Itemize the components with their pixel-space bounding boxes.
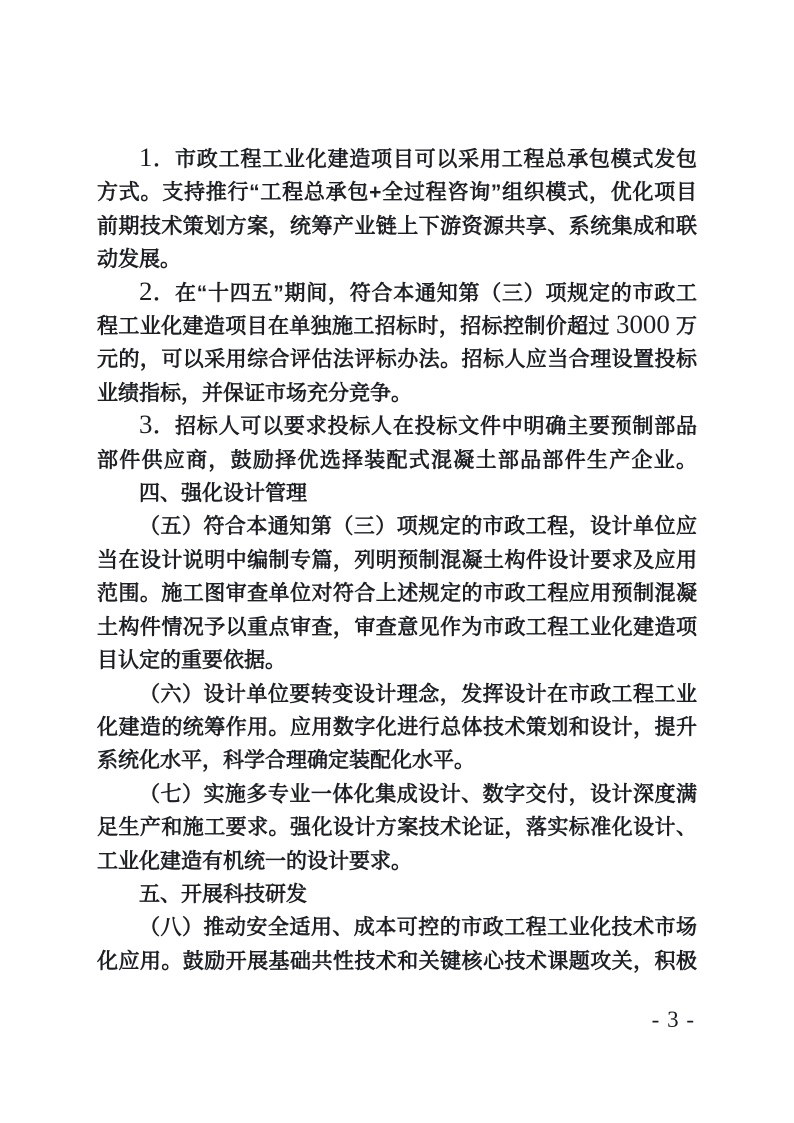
text-line: （六）设计单位要转变设计理念，发挥设计在市政工程工业 [139,682,697,706]
text-line: 程工业化建造项目在单独施工招标时，招标控制价超过 3000 万 [97,309,697,340]
latin-numeral: 1 [139,142,153,172]
text-line: 3．招标人可以要求投标人在投标文件中明确主要预制部品 [139,409,697,440]
text-line: 足生产和施工要求。强化设计方案技术论证，落实标准化设计、 [97,816,697,840]
text-line: 前期技术策划方案，统筹产业链上下游资源共享、系统集成和联 [97,214,697,238]
document-lines [97,143,697,978]
latin-numeral: 3000 [616,309,670,340]
text-line: 部件供应商，鼓励择优选择装配式混凝土部品部件生产企业。 [97,448,697,472]
text-line: 化建造的统筹作用。应用数字化进行总体技术策划和设计，提升 [97,715,697,739]
text-line: 土构件情况予以重点审查，审查意见作为市政工程工业化建造项 [97,615,697,639]
text-line: （五）符合本通知第（三）项规定的市政工程，设计单位应 [139,515,697,539]
text-line: 元的，可以采用综合评估法评标办法。招标人应当合理设置投标 [97,348,697,372]
text-line: 当在设计说明中编制专篇，列明预制混凝土构件设计要求及应用 [97,548,697,572]
text-line: （七）实施多专业一体化集成设计、数字交付，设计深度满 [139,782,697,806]
section-heading-line: 四、强化设计管理 [139,482,307,506]
text-line: 系统化水平，科学合理确定装配化水平。 [97,749,475,773]
text-line: 2．在“十四五”期间，符合本通知第（三）项规定的市政工 [139,275,697,306]
text-line: 目认定的重要依据。 [97,649,286,673]
text-line: 1．市政工程工业化建造项目可以采用工程总承包模式发包 [139,142,697,172]
latin-numeral: 2 [139,275,153,306]
text-line: 工业化建造有机统一的设计要求。 [97,849,412,873]
text-line: （八）推动安全适用、成本可控的市政工程工业化技术市场 [139,916,697,940]
text-line: 业绩指标，并保证市场充分竞争。 [97,381,412,405]
text-line: 化应用。鼓励开展基础共性技术和关键核心技术课题攻关，积极 [97,949,697,973]
text-line: 动发展。 [97,248,181,272]
latin-numeral: 3 [139,409,153,440]
page-number: - 3 - [651,1007,695,1032]
text-line: 范围。施工图审查单位对符合上述规定的市政工程应用预制混凝 [97,582,697,606]
text-line: 方式。支持推行“工程总承包+全过程咨询”组织模式，优化项目 [97,181,697,205]
section-heading-line: 五、开展科技研发 [139,882,307,906]
